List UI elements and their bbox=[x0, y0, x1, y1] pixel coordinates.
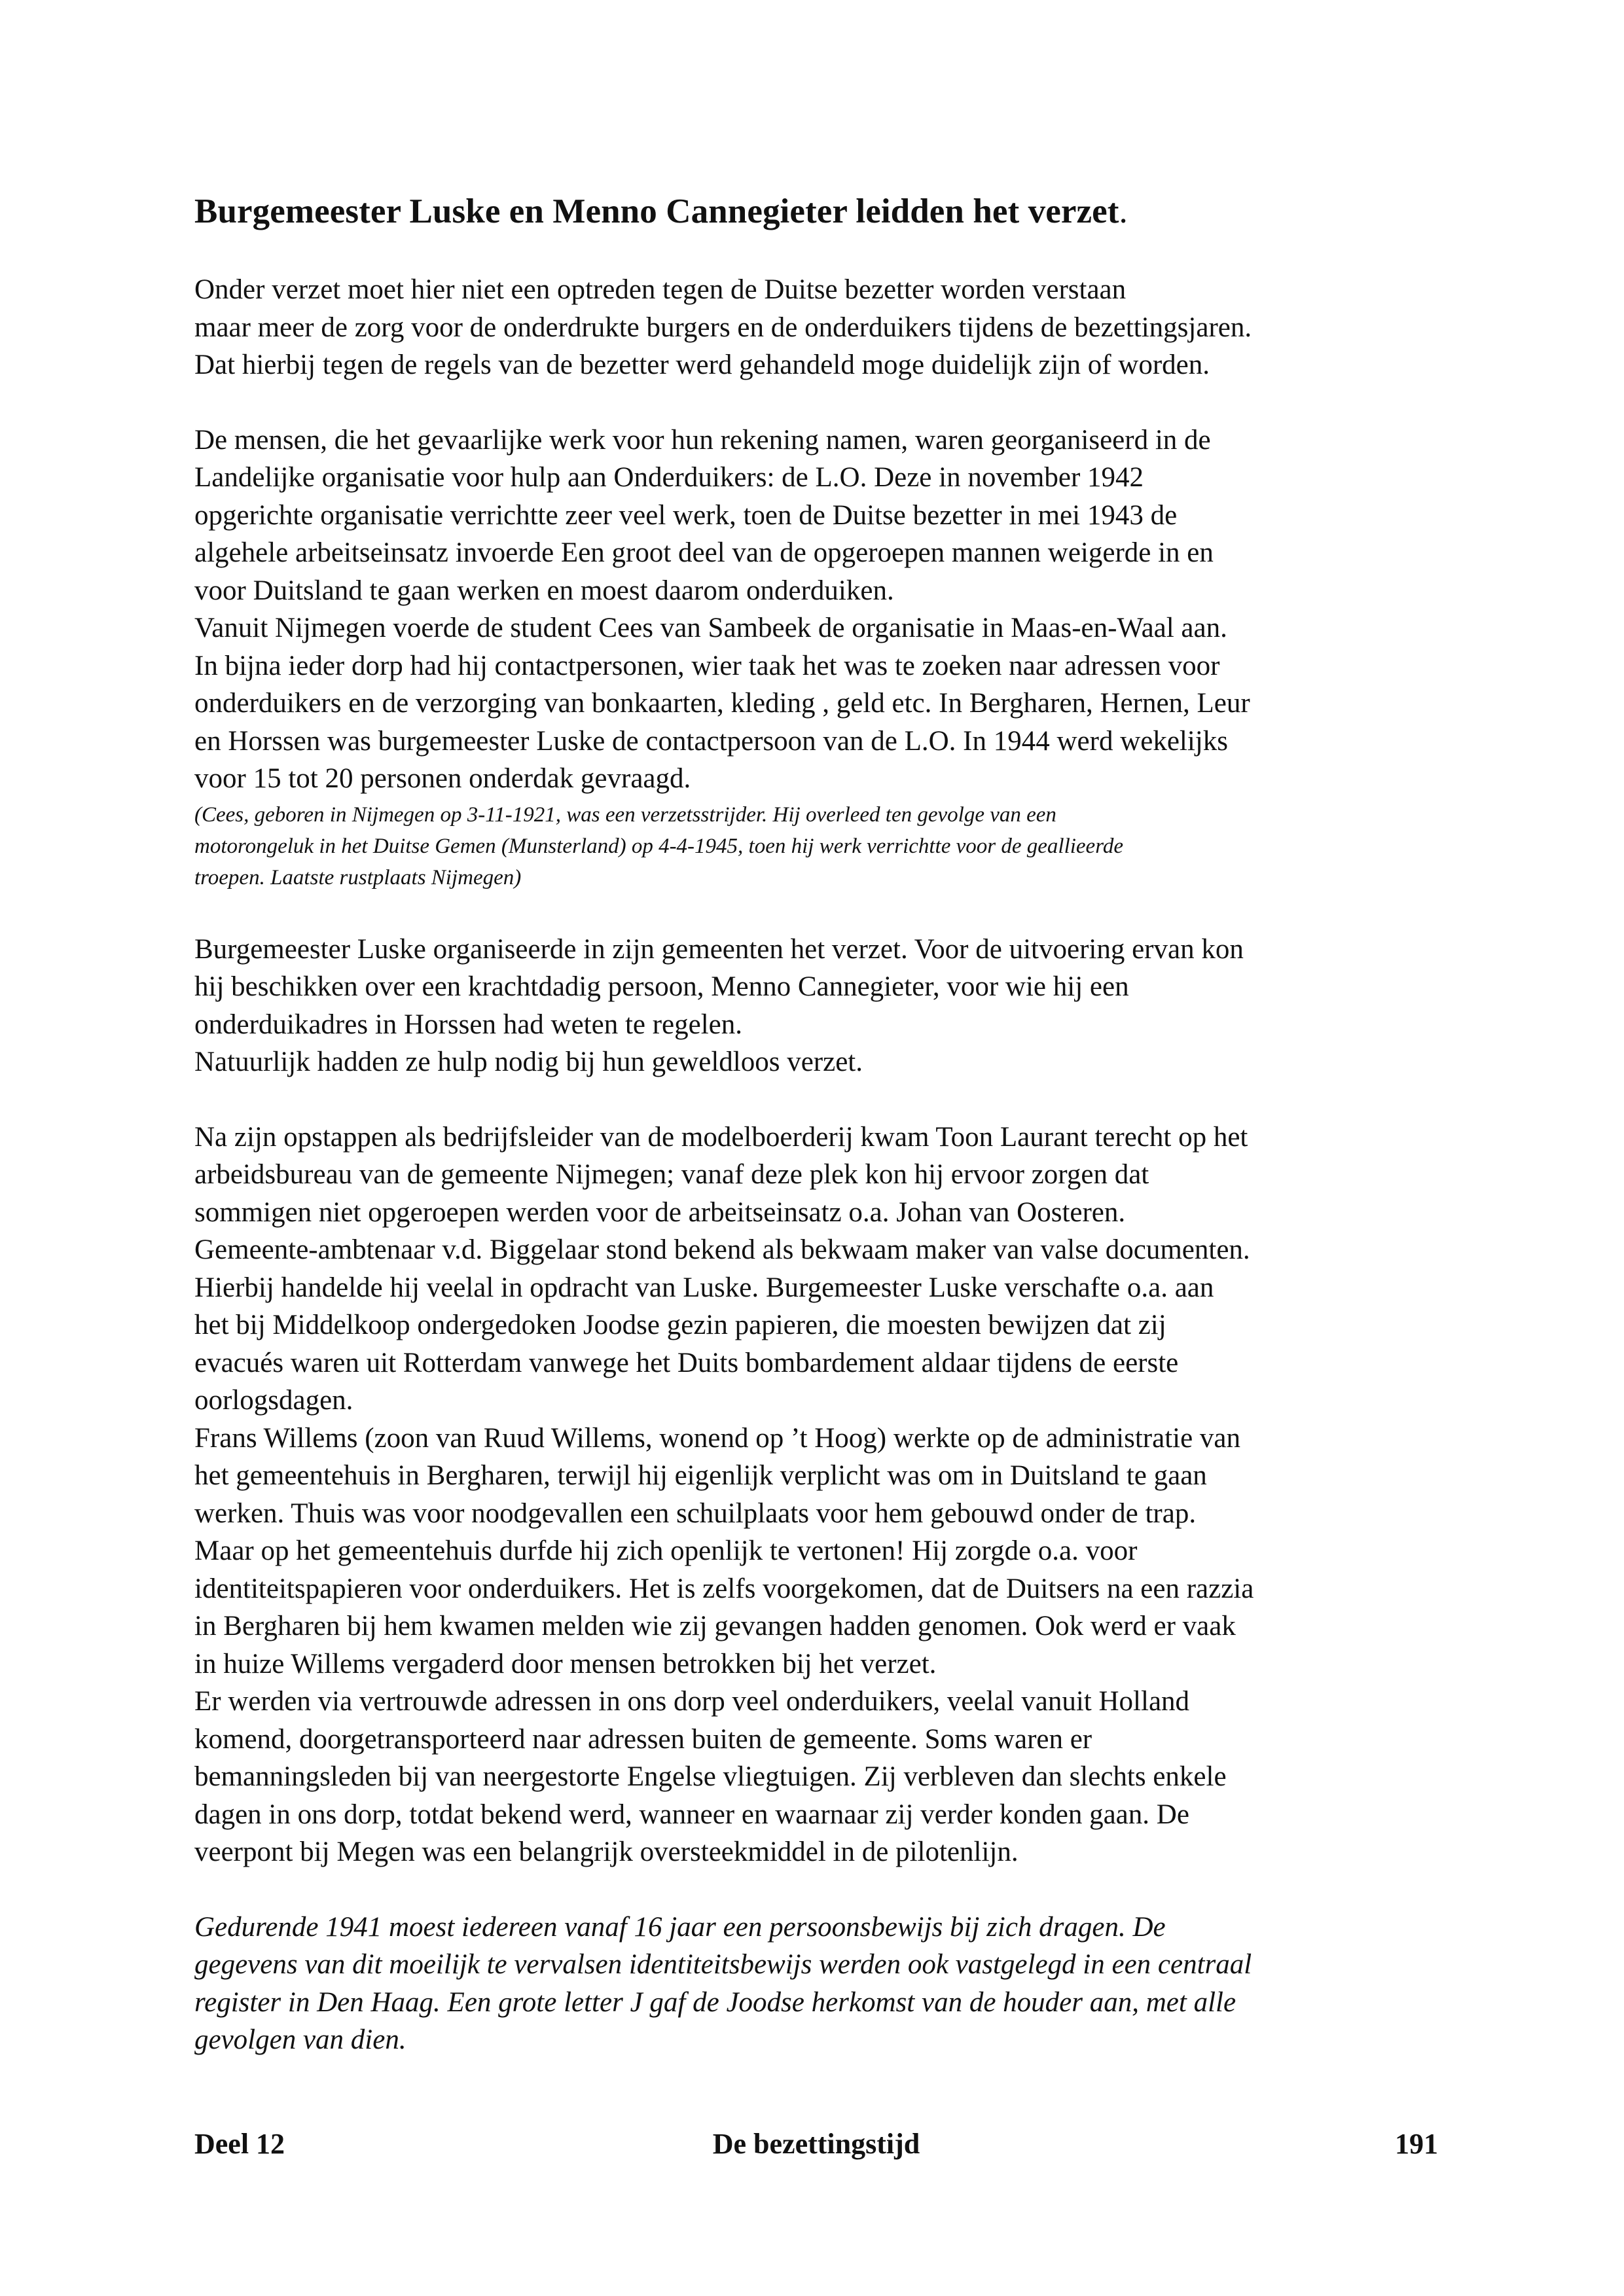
text-line: in huize Willems vergaderd door mensen betrokken bij het verzet. bbox=[194, 1648, 937, 1679]
text-line: De mensen, die het gevaarlijke werk voor hun rekening namen, waren georganiseerd in de bbox=[194, 424, 1211, 456]
paragraph-gap bbox=[194, 1871, 1438, 1909]
text-line: Natuurlijk hadden ze hulp nodig bij hun geweldloos verzet. bbox=[194, 1047, 863, 1077]
paragraph-lo-organisation bbox=[194, 422, 1438, 798]
text-line: evacués waren uit Rotterdam vanwege het Duits bombardement aldaar tijdens de eerste bbox=[194, 1347, 1179, 1378]
text-line: dagen in ons dorp, totdat bekend werd, wanneer en waarnaar zij verder konden gaan. De bbox=[194, 1799, 1189, 1830]
text-line: sommigen niet opgeroepen werden voor de arbeitseinsatz o.a. Johan van Oosteren. bbox=[194, 1196, 1126, 1228]
footer-chapter: De bezettingstijd bbox=[712, 2128, 920, 2160]
text-line: hij beschikken over een krachtdadig persoon, Menno Cannegieter, voor wie hij een bbox=[194, 971, 1129, 1002]
text-line: werken. Thuis was voor noodgevallen een schuilplaats voor hem gebouwd onder de trap. bbox=[194, 1498, 1197, 1529]
page-title bbox=[194, 190, 1438, 233]
text-line: voor 15 tot 20 personen onderdak gevraagd. bbox=[194, 763, 691, 794]
text-line: Vanuit Nijmegen voerde de student Cees van Sambeek de organisatie in Maas-en-Waal aan. bbox=[194, 613, 1227, 643]
text-line: In bijna ieder dorp had hij contactpersonen, wier taak het was te zoeken naar adressen voor bbox=[194, 650, 1220, 681]
text-line: Burgemeester Luske organiseerde in zijn gemeenten het verzet. Voor de uitvoering ervan kon bbox=[194, 933, 1244, 965]
text-line: Gemeente-ambtenaar v.d. Biggelaar stond bekend als bekwaam maker van valse documenten. bbox=[194, 1234, 1250, 1265]
paragraph-gap bbox=[194, 893, 1438, 931]
page-title-dot: . bbox=[1119, 192, 1128, 230]
page-footer bbox=[194, 2127, 1438, 2166]
text-line: oorlogsdagen. bbox=[194, 1385, 353, 1416]
note-line: (Cees, geboren in Nijmegen op 3-11-1921, was een verzetsstrijder. Hij overleed ten gevolge van een bbox=[194, 802, 1056, 827]
text-line: Hierbij handelde hij veelal in opdracht van Luske. Burgemeester Luske verschafte o.a. aan bbox=[194, 1272, 1214, 1303]
text-line: Landelijke organisatie voor hulp aan Onderduikers: de L.O. Deze in november 1942 bbox=[194, 462, 1144, 493]
paragraph-gap bbox=[194, 1081, 1438, 1119]
page-title-text: Burgemeester Luske en Menno Cannegieter leidden het verzet bbox=[194, 192, 1119, 230]
text-line: onderduikers en de verzorging van bonkaarten, kleding , geld etc. In Bergharen, Hernen, Leur bbox=[194, 688, 1250, 719]
text-line: Gedurende 1941 moest iedereen vanaf 16 jaar een persoonsbewijs bij zich dragen. De bbox=[194, 1911, 1166, 1943]
text-line: Na zijn opstappen als bedrijfsleider van de modelboerderij kwam Toon Laurant terecht op het bbox=[194, 1121, 1248, 1153]
text-line: Onder verzet moet hier niet een optreden tegen de Duitse bezetter worden verstaan bbox=[194, 274, 1127, 305]
text-line: algehele arbeitseinsatz invoerde Een groot deel van de opgeroepen mannen weigerde in en bbox=[194, 537, 1214, 568]
note-line: troepen. Laatste rustplaats Nijmegen) bbox=[194, 865, 522, 889]
paragraph-persoonsbewijs bbox=[194, 1909, 1438, 2059]
text-line: komend, doorgetransporteerd naar adressen buiten de gemeente. Soms waren er bbox=[194, 1723, 1092, 1755]
text-line: register in Den Haag. Een grote letter J gaf de Joodse herkomst van de houder aan, met alle bbox=[194, 1986, 1236, 2018]
paragraph-helpers bbox=[194, 1119, 1438, 1871]
text-line: het gemeentehuis in Bergharen, terwijl hij eigenlijk verplicht was om in Duitsland te gaan bbox=[194, 1460, 1207, 1491]
footnote-cees bbox=[194, 799, 1438, 893]
footer-page-number: 191 bbox=[1395, 2128, 1438, 2160]
text-line: maar meer de zorg voor de onderdrukte burgers en de onderduikers tijdens de bezettingsjaren. bbox=[194, 312, 1252, 343]
text-line: Maar op het gemeentehuis durfde hij zich openlijk te vertonen! Hij zorgde o.a. voor bbox=[194, 1535, 1138, 1566]
note-line: motorongeluk in het Duitse Gemen (Munsterland) op 4-4-1945, toen hij werk verrichtte voor de geallieerde bbox=[194, 834, 1123, 858]
text-line: arbeidsbureau van de gemeente Nijmegen; vanaf deze plek kon hij ervoor zorgen dat bbox=[194, 1159, 1149, 1190]
document-page bbox=[194, 190, 1438, 2059]
text-line: gegevens van dit moeilijk te vervalsen identiteitsbewijs werden ook vastgelegd in een centraal bbox=[194, 1949, 1252, 1980]
text-line: opgerichte organisatie verrichtte zeer veel werk, toen de Duitse bezetter in mei 1943 de bbox=[194, 499, 1178, 531]
text-line: bemanningsleden bij van neergestorte Engelse vliegtuigen. Zij verbleven dan slechts enkele bbox=[194, 1761, 1227, 1792]
text-line: Frans Willems (zoon van Ruud Willems, wonend op ’t Hoog) werkte op de administratie van bbox=[194, 1422, 1241, 1454]
text-line: identiteitspapieren voor onderduikers. Het is zelfs voorgekomen, dat de Duitsers na een razzia bbox=[194, 1573, 1254, 1604]
text-line: voor Duitsland te gaan werken en moest daarom onderduiken. bbox=[194, 575, 894, 606]
paragraph-luske bbox=[194, 931, 1438, 1081]
text-line: onderduikadres in Horssen had weten te regelen. bbox=[194, 1009, 743, 1040]
paragraph-intro bbox=[194, 271, 1438, 384]
text-line: in Bergharen bij hem kwamen melden wie zij gevangen hadden genomen. Ook werd er vaak bbox=[194, 1611, 1236, 1641]
text-line: gevolgen van dien. bbox=[194, 2024, 406, 2055]
text-line: het bij Middelkoop ondergedoken Joodse gezin papieren, die moesten bewijzen dat zij bbox=[194, 1310, 1166, 1340]
text-line: en Horssen was burgemeester Luske de contactpersoon van de L.O. In 1944 werd wekelijks bbox=[194, 725, 1228, 757]
text-line: Dat hierbij tegen de regels van de bezetter werd gehandeld moge duidelijk zijn of worden. bbox=[194, 350, 1210, 380]
paragraph-gap bbox=[194, 384, 1438, 422]
text-line: Er werden via vertrouwde adressen in ons dorp veel onderduikers, veelal vanuit Holland bbox=[194, 1686, 1190, 1717]
text-line: veerpont bij Megen was een belangrijk oversteekmiddel in de pilotenlijn. bbox=[194, 1837, 1019, 1867]
footer-part: Deel 12 bbox=[194, 2128, 285, 2160]
